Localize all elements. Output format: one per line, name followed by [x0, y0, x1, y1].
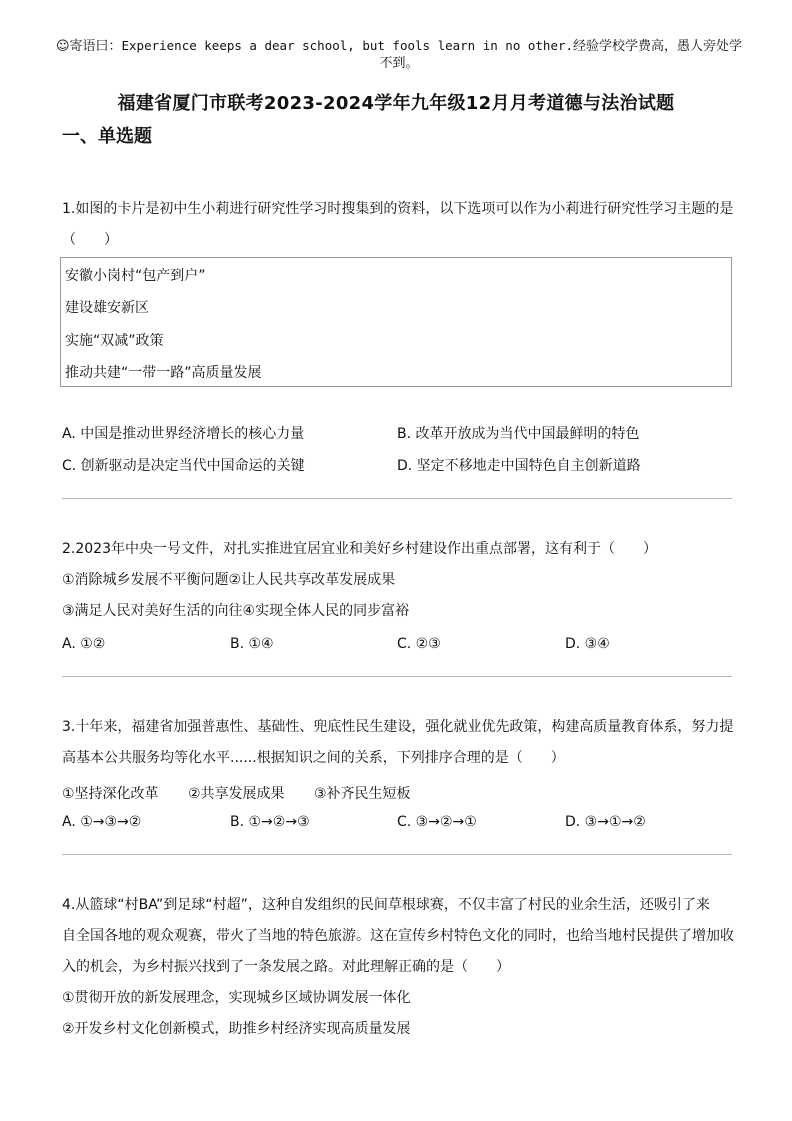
- q2-stem: 2.2023年中央一号文件，对扎实推进宜居宜业和美好乡村建设作出重点部署，这有利于（ ）: [62, 541, 657, 557]
- q4-stem-line-1: 4.从篮球“村BA”到足球“村超”，这种自发组织的民间草根球赛，不仅丰富了村民的业余生活，还吸引了来: [62, 897, 710, 913]
- q3-option-d[interactable]: D. ③→①→②: [565, 814, 646, 830]
- q2-option-c[interactable]: C. ②③: [397, 636, 441, 652]
- q3-stem-line-2: 高基本公共服务均等化水平......根据知识之间的关系，下列排序合理的是（ ）: [62, 750, 565, 766]
- q4-items-line-1: ①贯彻开放的新发展理念，实现城乡区域协调发展一体化: [62, 990, 411, 1006]
- q1-options-row-2: [62, 451, 742, 482]
- q3-items: [62, 783, 411, 803]
- motto-chinese: 经验学校学费高，愚人旁处学: [573, 39, 743, 54]
- card-item: 安徽小岗村“包产到户”: [65, 268, 206, 284]
- question-3-stem: [62, 712, 733, 774]
- page-title: 福建省厦门市联考2023-2024学年九年级12月月考道德与法治试题: [117, 93, 675, 114]
- q3-item: ②共享发展成果: [188, 786, 285, 802]
- question-divider: [62, 498, 732, 499]
- q4-items-line-2: ②开发乡村文化创新模式，助推乡村经济实现高质量发展: [62, 1021, 411, 1037]
- q2-option-b[interactable]: B. ①④: [230, 636, 274, 652]
- motto: [40, 37, 758, 72]
- q1-options-row-1: [62, 419, 742, 450]
- card-item: 建设雄安新区: [65, 300, 149, 316]
- q1-info-card: [60, 257, 732, 387]
- q2-items-line-2: ③满足人民对美好生活的向往④实现全体人民的同步富裕: [62, 603, 410, 619]
- q3-options: [62, 807, 742, 838]
- question-2-stem: [62, 534, 657, 627]
- q3-stem-line-1: 3.十年来，福建省加强普惠性、基础性、兜底性民生建设，强化就业优先政策，构建高质量教育体系，努力提: [62, 719, 734, 735]
- q1-stem-line-2: （ ）: [62, 232, 118, 248]
- q4-stem-line-3: 入的机会，为乡村振兴找到了一条发展之路。对此理解正确的是（ ）: [62, 959, 510, 975]
- motto-english: Experience keeps a dear school, but fools learn in no other.: [121, 38, 574, 53]
- q2-option-a[interactable]: A. ①②: [62, 636, 106, 652]
- card-item: 实施“双减”政策: [65, 333, 164, 349]
- q3-item: ③补齐民生短板: [314, 786, 411, 802]
- motto-continuation: 不到。: [379, 56, 419, 71]
- q2-option-d[interactable]: D. ③④: [565, 636, 610, 652]
- q1-option-a[interactable]: A. 中国是推动世界经济增长的核心力量: [62, 426, 305, 442]
- question-divider: [62, 676, 732, 677]
- section-heading: 一、单选题: [62, 126, 152, 147]
- question-divider: [62, 854, 732, 855]
- card-item: 推动共建“一带一路”高质量发展: [65, 365, 262, 381]
- q4-stem-line-2: 自全国各地的观众观赛，带火了当地的特色旅游。这在宣传乡村特色文化的同时，也给当地村民提供了增加收: [62, 928, 734, 944]
- q1-option-b[interactable]: B. 改革开放成为当代中国最鲜明的特色: [397, 426, 640, 442]
- q3-option-a[interactable]: A. ①→③→②: [62, 814, 142, 830]
- q3-option-b[interactable]: B. ①→②→③: [230, 814, 310, 830]
- motto-prefix: ☺寄语曰：: [55, 39, 122, 54]
- question-1-stem: [62, 194, 733, 256]
- q2-items-line-1: ①消除城乡发展不平衡问题②让人民共享改革发展成果: [62, 572, 396, 588]
- q3-item: ①坚持深化改革: [62, 786, 159, 802]
- q1-option-c[interactable]: C. 创新驱动是决定当代中国命运的关键: [62, 458, 305, 474]
- q1-option-d[interactable]: D. 坚定不移地走中国特色自主创新道路: [397, 458, 641, 474]
- q1-stem-line-1: 1.如图的卡片是初中生小莉进行研究性学习时搜集到的资料，以下选项可以作为小莉进行研究性学习主题的是: [62, 201, 734, 217]
- q3-option-c[interactable]: C. ③→②→①: [397, 814, 477, 830]
- q2-options: [62, 629, 742, 660]
- question-4-stem: [62, 890, 734, 1045]
